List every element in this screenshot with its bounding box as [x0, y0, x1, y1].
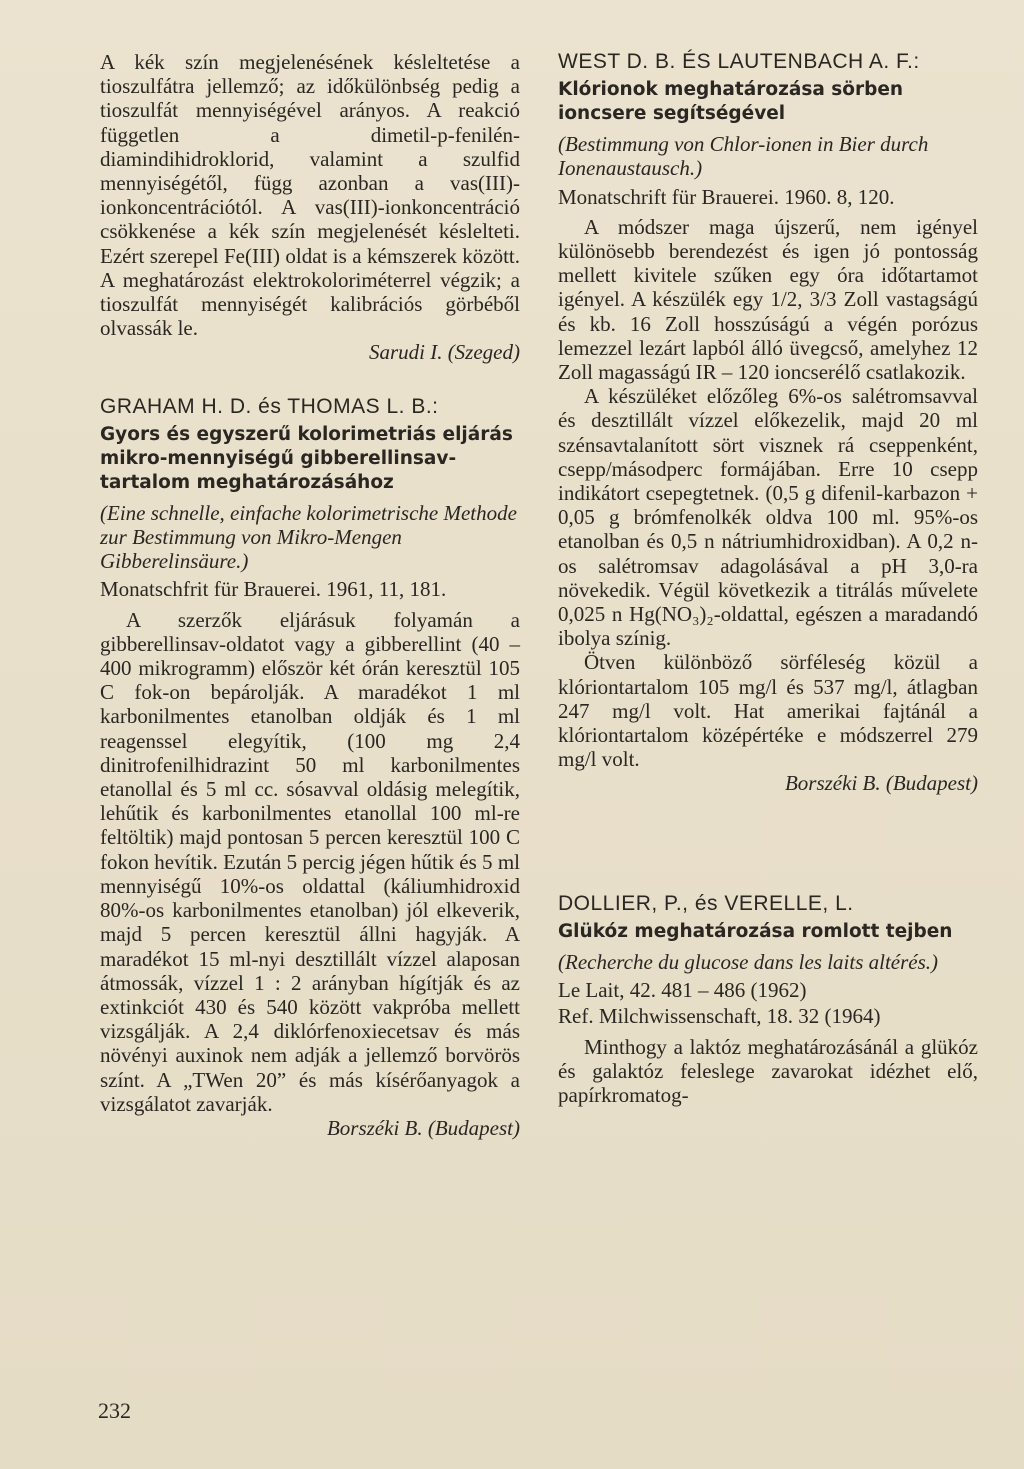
article-body-paragraph: A készüléket előzőleg 6%-os salétromsavval és desztillált vízzel előkezelik, majd 20 ml szénsavtalanított sört visznek rá cseppenként, csepp/másodperc formájában. Erre 10 csepp indikátort csepegtetnek. (0,5 g difenil-karbazon + 0,05 g brómfenolkék oldva 100 ml. 95%-os etanolban és 0,5 n nátriumhidroxidban). A 0,2 n-os salétromsav adagolásával a pH 3,0-ra növekedik. Végül következik a titrálás művelete 0,025 n Hg(NO₃)₂-oldattal, egészen a maradandó ibolya színig.	[558, 384, 978, 651]
article-subtitle: (Eine schnelle, einfache kolorimetrische Methode zur Bestimmung von Mikro-Mengen Gibberelinsäure.)	[100, 500, 517, 574]
intro-signature: Sarudi I. (Szeged)	[368, 340, 520, 365]
article-reference: Ref. Milchwissenschaft, 18. 32 (1964)	[558, 1004, 881, 1029]
article-signature: Borszéki B. (Budapest)	[326, 1115, 520, 1140]
article-source: Le Lait, 42. 481 – 486 (1962)	[558, 978, 807, 1003]
article-source: Monatschfrit für Brauerei. 1961, 11, 181.	[100, 577, 447, 602]
article-title: Gyors és egyszerű kolorimetriás eljárás mikro-mennyiségű gibberellinsav-tartalom meghatározásához	[100, 423, 513, 493]
left-column	[100, 50, 520, 1140]
right-column	[558, 50, 978, 1107]
article-body-paragraph: A módszer maga újszerű, nem igényel különösebb berendezést és igen jó pontosság mellett kivitele szűken egy óra időtartamot igényel. A készülék egy 1/2, 3/3 Zoll vastagságú és kb. 16 Zoll hosszúságú a végén porózus lemezzel lezárt lapból álló üvegcső, amelyhez 12 Zoll magasságú IR – 120 ioncserélő csatlakozik.	[558, 214, 978, 385]
page-number: 232	[98, 1398, 131, 1423]
spacer	[100, 365, 520, 395]
article-authors: DOLLIER, P., és VERELLE, L.	[558, 891, 854, 915]
article-subtitle: (Bestimmung von Chlor-ionen in Bier durch Ionenaustausch.)	[558, 132, 929, 181]
article-authors: WEST D. B. ÉS LAUTENBACH A. F.:	[558, 50, 920, 73]
spacer	[558, 796, 978, 892]
article-title: Glükóz meghatározása romlott tejben	[558, 920, 953, 942]
article-title: Klórionok meghatározása sörben ioncsere segítségével	[558, 79, 904, 125]
article-body: Minthogy a laktóz meghatározásánál a glükóz és galaktóz feleslege zavarokat idézhet elő, papírkromatog-	[558, 1034, 978, 1107]
article-authors: GRAHAM H. D. és THOMAS L. B.:	[100, 394, 439, 418]
article-subtitle: (Recherche du glucose dans les laits altérés.)	[558, 949, 939, 974]
intro-paragraph: A kék szín megjelenésének késleltetése a tioszulfátra jellemző; az időkülönbség pedig a tioszulfát mennyiségével arányos. A reakció független a dimetil-p-fenilén-diamindihidroklorid, valamint a szulfid mennyiségétől, függ azonban a vas(III)-ionkoncentrációtól. A vas(III)-ionkoncentráció csökkenése a kék szín megjelenését késlelteti. Ezért szerepel Fe(III) oldat is a kémszerek között. A meghatározást elektrokoloriméterrel végzik; a tioszulfát mennyiségét kalibrációs görbéből olvassák le.	[100, 50, 520, 341]
article-source: Monatschrift für Brauerei. 1960. 8, 120.	[558, 184, 895, 209]
article-body-paragraph: Ötven különböző sörféleség közül a klóriontartalom 105 mg/l és 537 mg/l, átlagban 247 mg/l volt. Hat amerikai fajtánál a klóriontartalom középértéke e módszerrel 279 mg/l volt.	[558, 650, 978, 772]
article-body: A szerzők eljárásuk folyamán a gibberellinsav-oldatot vagy a gibberellint (40 – 400 mikrogramm) először két órán keresztül 105 C fok-on bepárolják. A maradékot 1 ml karbonilmentes etanolban oldják és 1 ml reagenssel elegyítik, (100 mg 2,4 dinitrofenilhidrazint 50 ml karbonilmentes etanollal és 5 ml cc. sósavval oldásig melegítik, lehűtik és karbonilmentes etanollal 100 ml-re feltöltik) majd pontosan 5 percen keresztül 100 C fokon hevítik. Ezután 5 percig jégen hűtik és 5 ml mennyiségű 10%-os oldattal (káliumhidroxid 80%-os karbonilmentes etanolban) jól elkeverik, majd 5 percen keresztül állni hagyják. A maradékot 15 ml-nyi desztillált vízzel alaposan átmossák, vízzel 1 : 2 arányban hígítják és az extinkciót 430 és 540 között vakpróba mellett vizsgálják. A 2,4 diklórfenoxiecetsav és más növényi auxinok nem adják a jellemző borvörös színt. A „TWen 20” és más kísérőanyagok a vizsgálatot zavarják.	[100, 607, 520, 1116]
article-signature: Borszéki B. (Budapest)	[784, 771, 978, 796]
